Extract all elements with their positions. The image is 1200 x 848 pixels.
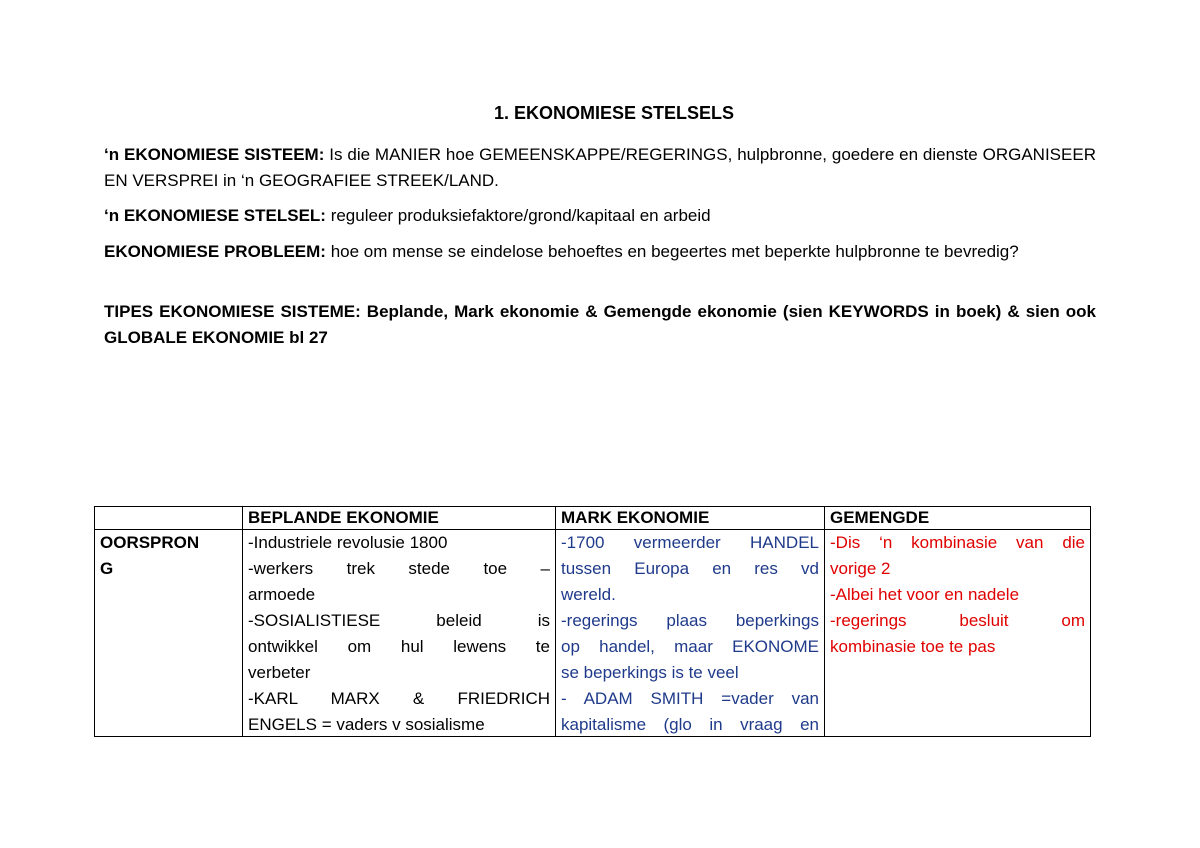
economic-problem-definition xyxy=(104,239,1096,265)
cell-line: -Albei het voor en nadele xyxy=(830,585,1020,604)
cell-line: -werkers trek stede toe – xyxy=(248,559,550,578)
cell-line: vorige 2 xyxy=(830,559,891,578)
header-cell-beplande: BEPLANDE EKONOMIE xyxy=(243,507,556,530)
gemengde-cell xyxy=(825,530,1091,737)
table-row-oorsprong xyxy=(95,530,1091,737)
header-cell-gemengde: GEMENGDE xyxy=(825,507,1091,530)
cell-line: ontwikkel om hul lewens te xyxy=(248,637,550,656)
types-of-systems: TIPES EKONOMIESE SISTEME: Beplande, Mark ekonomie & Gemengde ekonomie (sien KEYWORDS in boek) & sien ook GLOBALE EKONOMIE bl 27 xyxy=(104,302,1096,347)
beplande-cell xyxy=(243,530,556,737)
page-title: 1. EKONOMIESE STELSELS xyxy=(493,103,735,123)
economic-order-definition xyxy=(104,203,1096,229)
definition-text: reguleer produksiefaktore/grond/kapitaal en arbeid xyxy=(325,206,711,225)
mark-cell xyxy=(556,530,825,737)
cell-line: se beperkings is te veel xyxy=(561,663,739,682)
economic-system-definition xyxy=(104,142,1096,194)
cell-line: -Dis ‘n kombinasie van die xyxy=(830,533,1085,552)
cell-line: wereld. xyxy=(561,585,616,604)
row-label-cell xyxy=(95,530,243,737)
term-label: EKONOMIESE PROBLEEM: xyxy=(104,242,326,261)
cell-line: - ADAM SMITH =vader van xyxy=(561,689,819,708)
cell-line: -SOSIALISTIESE beleid is xyxy=(248,611,550,630)
cell-line: armoede xyxy=(248,585,316,604)
cell-line: -Industriele revolusie 1800 xyxy=(248,533,448,552)
comparison-table xyxy=(94,506,1091,737)
cell-line: ENGELS = vaders v sosialisme xyxy=(248,715,485,734)
cell-line: tussen Europa en res vd xyxy=(561,559,819,578)
header-cell-empty xyxy=(95,507,243,530)
table-header-row xyxy=(95,507,1091,530)
cell-line: -KARL MARX & FRIEDRICH xyxy=(248,689,550,708)
cell-line: -regerings plaas beperkings xyxy=(561,611,819,630)
cell-line: -1700 vermeerder HANDEL xyxy=(561,533,819,552)
cell-line: -regerings besluit om xyxy=(830,611,1085,630)
row-label-line: OORSPRON xyxy=(100,533,200,552)
cell-line: op handel, maar EKONOME xyxy=(561,637,819,656)
cell-line: kombinasie toe te pas xyxy=(830,637,996,656)
term-label: ‘n EKONOMIESE SISTEEM: xyxy=(104,145,325,164)
definition-text: Is die MANIER hoe GEMEENSKAPPE/REGERINGS, hulpbronne, goedere en dienste ORGANISEER EN VERSPREI in ‘n GEOGRAFIEE STREEK/LAND. xyxy=(104,145,1096,190)
cell-line: verbeter xyxy=(248,663,311,682)
row-label-line: G xyxy=(100,559,114,578)
definition-text: hoe om mense se eindelose behoeftes en begeertes met beperkte hulpbronne te bevredig? xyxy=(325,242,1019,261)
header-cell-mark: MARK EKONOMIE xyxy=(556,507,825,530)
term-label: ‘n EKONOMIESE STELSEL: xyxy=(104,206,326,225)
cell-line: kapitalisme (glo in vraag en xyxy=(561,715,819,734)
